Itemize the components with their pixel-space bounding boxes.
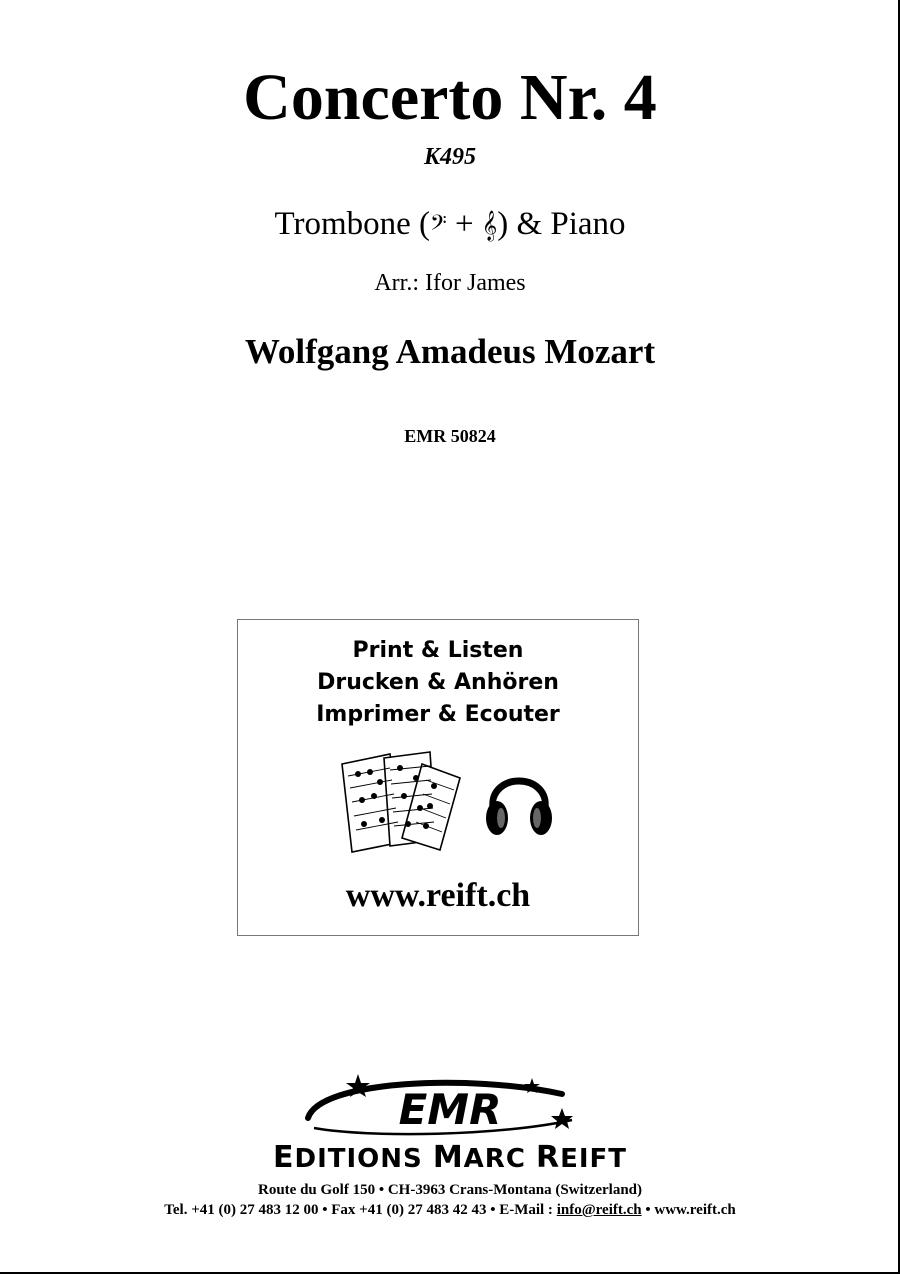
- page-title: Concerto Nr. 4: [243, 61, 657, 134]
- arranger: Arr.: Ifor James: [374, 270, 526, 296]
- treble-clef-icon: 𝄞: [481, 211, 498, 240]
- logo-text: EMR: [398, 1085, 502, 1134]
- print-listen-box: [237, 619, 639, 936]
- instrumentation-prefix: Trombone (: [274, 206, 430, 242]
- instrumentation: [0, 203, 900, 247]
- contact-web: • www.reift.ch: [641, 1202, 736, 1218]
- publisher-eift: EIFT: [560, 1144, 627, 1174]
- emr-logo: [300, 1072, 590, 1142]
- edition-number: EMR 50824: [404, 426, 496, 446]
- promo-line-french: Imprimer & Ecouter: [316, 702, 560, 727]
- bass-clef-icon: 𝄢: [430, 211, 447, 240]
- publisher-e: E: [273, 1140, 295, 1175]
- promo-line-german: Drucken & Anhören: [317, 670, 559, 695]
- publisher-r: R: [535, 1140, 561, 1175]
- publisher-ditions: DITIONS: [294, 1144, 433, 1174]
- email-link[interactable]: info@reift.ch: [556, 1202, 642, 1218]
- promo-website-link[interactable]: www.reift.ch: [345, 877, 531, 914]
- publisher-name: [0, 1142, 900, 1175]
- publisher-address: Route du Golf 150 • CH-3963 Crans-Montana (Switzerland): [258, 1182, 642, 1198]
- sheet-music-icon: [338, 750, 470, 854]
- publisher-contact: [0, 1200, 900, 1220]
- composer: Wolfgang Amadeus Mozart: [244, 332, 656, 371]
- promo-line-english: Print & Listen: [352, 638, 524, 663]
- instrumentation-suffix: ) & Piano: [497, 206, 626, 242]
- publisher-m: M: [432, 1140, 464, 1175]
- headphones-icon: [483, 762, 555, 840]
- contact-phone-fax: Tel. +41 (0) 27 483 12 00 • Fax +41 (0) 27 483 42 43 • E-Mail :: [164, 1202, 557, 1218]
- catalog-number: K495: [423, 144, 476, 170]
- publisher-arc: ARC: [463, 1144, 536, 1174]
- instrumentation-plus: +: [446, 206, 482, 242]
